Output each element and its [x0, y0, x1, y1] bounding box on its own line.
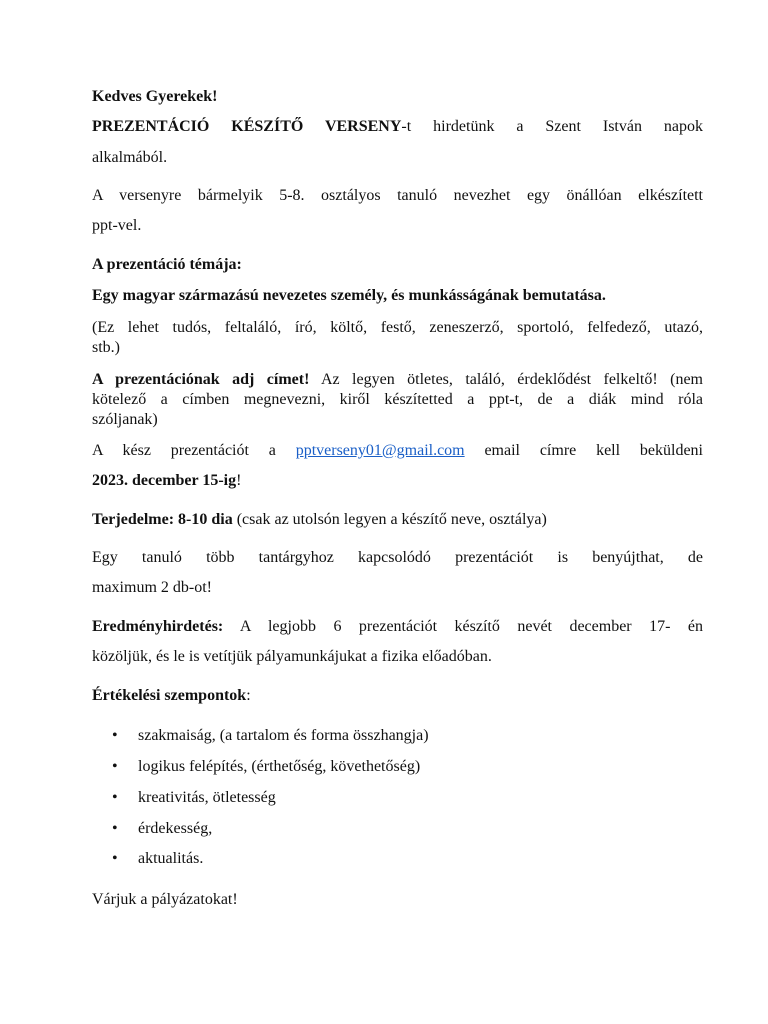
- topic-heading: A prezentáció témája:: [92, 256, 242, 273]
- bullet-icon: •: [112, 850, 118, 867]
- title-note-line-2: kötelező a címben megnevezni, kiről készítetted a ppt-t, de a diák mind róla: [92, 391, 703, 408]
- submission-line-2: [92, 471, 703, 490]
- intro-line-2: alkalmából.: [92, 149, 168, 166]
- eligibility-line-1: A versenyre bármelyik 5-8. osztályos tanuló nevezhet egy önállóan elkészített: [92, 187, 703, 204]
- closing-line: Várjuk a pályázatokat!: [92, 891, 238, 908]
- greeting: Kedves Gyerekek!: [92, 88, 218, 105]
- bullet-icon: •: [112, 727, 118, 744]
- criteria-heading-colon: :: [246, 687, 251, 704]
- eligibility-line-2: ppt-vel.: [92, 217, 142, 234]
- bullet-icon: •: [112, 758, 118, 775]
- topic-examples-line-2: stb.): [92, 339, 120, 356]
- title-note-text: Az legyen ötletes, találó, érdeklődést felkeltő! (nem: [309, 371, 703, 388]
- criteria-item: kreativitás, ötletesség: [138, 789, 276, 806]
- topic-subject: Egy magyar származású nevezetes személy, és munkásságának bemutatása.: [92, 287, 606, 304]
- intro-text: -t hirdetünk a Szent István napok: [401, 118, 703, 135]
- criteria-heading: Értékelési szempontok: [92, 687, 247, 704]
- criteria-heading-line: [92, 686, 703, 705]
- criteria-item: logikus felépítés, (érthetőség, követhetőség): [138, 758, 421, 775]
- title-note-bold: A prezentációnak adj címet!: [92, 371, 310, 388]
- results-line-2: közöljük, és le is vetítjük pályamunkájukat a fizika előadóban.: [92, 648, 492, 665]
- length-line: [92, 510, 703, 529]
- length-text: (csak az utolsón legyen a készítő neve, osztálya): [232, 511, 547, 528]
- bullet-icon: •: [112, 789, 118, 806]
- topic-examples-line-1: (Ez lehet tudós, feltaláló, író, költő, festő, zeneszerző, sportoló, felfedező, utazó,: [92, 319, 703, 336]
- intro-line-1: [92, 117, 703, 136]
- criteria-item: szakmaiság, (a tartalom és forma összhangja): [138, 727, 429, 744]
- title-note-line-1: [92, 370, 703, 389]
- bullet-icon: •: [112, 820, 118, 837]
- competition-name: PREZENTÁCIÓ KÉSZÍTŐ VERSENY: [92, 118, 402, 135]
- deadline-end: !: [236, 472, 242, 489]
- multiple-line-1: Egy tanuló több tantárgyhoz kapcsolódó prezentációt is benyújthat, de: [92, 549, 703, 566]
- results-heading: Eredményhirdetés:: [92, 618, 224, 635]
- results-line-1: [92, 617, 703, 636]
- submission-line-1: [92, 441, 703, 460]
- submission-suffix: email címre kell beküldeni: [464, 442, 703, 459]
- email-link[interactable]: pptverseny01@gmail.com: [295, 442, 465, 459]
- results-text: A legjobb 6 prezentációt készítő nevét december 17- én: [223, 618, 703, 635]
- title-note-line-3: szóljanak): [92, 411, 158, 428]
- submission-prefix: A kész prezentációt a: [92, 442, 296, 459]
- criteria-item: érdekesség,: [138, 820, 213, 837]
- length-bold: Terjedelme: 8-10 dia: [92, 511, 233, 528]
- deadline: 2023. december 15-ig: [92, 472, 237, 489]
- multiple-line-2: maximum 2 db-ot!: [92, 579, 212, 596]
- criteria-item: aktualitás.: [138, 850, 204, 867]
